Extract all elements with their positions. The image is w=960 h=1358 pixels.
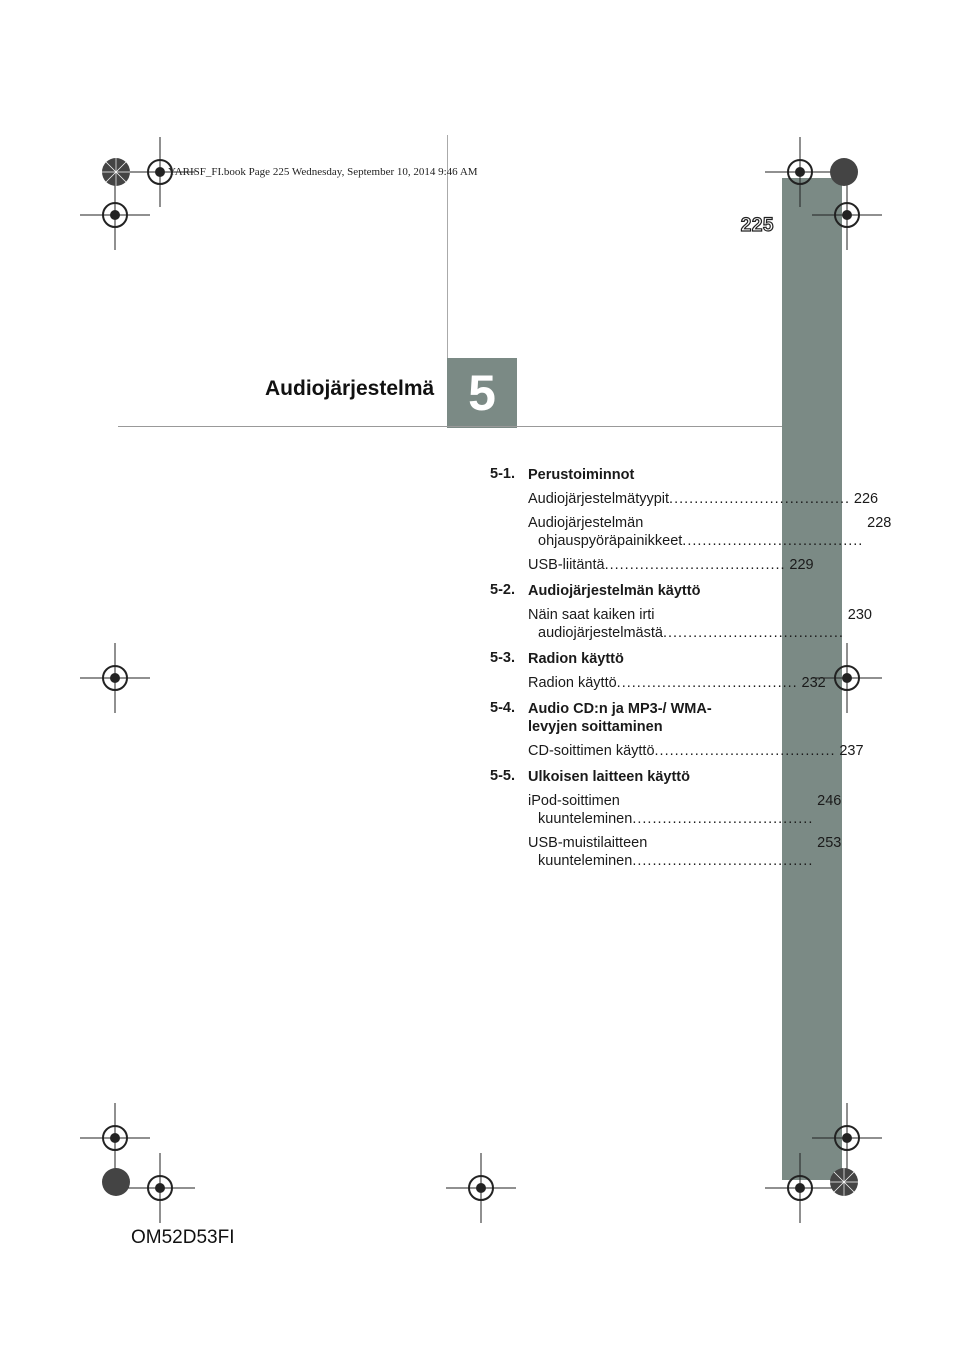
toc-section-number: 5-3.: [490, 650, 515, 666]
toc-entry-title: Radion käyttö: [528, 675, 617, 691]
toc-entry-page: 253: [817, 835, 842, 851]
toc-section-title: Audio CD:n ja MP3-/ WMA-levyjen soittaminen: [528, 701, 712, 735]
leader-dots: ....................................: [632, 811, 814, 827]
registration-mark-icon: [125, 1153, 195, 1223]
starburst-mark-icon: [829, 1167, 859, 1197]
registration-mark-icon: [765, 137, 835, 207]
toc-section-number: 5-2.: [490, 582, 515, 598]
registration-mark-icon: [446, 1153, 516, 1223]
toc-section: [490, 582, 740, 600]
toc-entry[interactable]: [528, 742, 864, 760]
toc-entry-page: 232: [801, 675, 826, 691]
toc-entry-page: 229: [789, 557, 814, 573]
toc-section-number: 5-5.: [490, 768, 515, 784]
chapter-number-box: [447, 358, 517, 428]
toc-section: [490, 768, 740, 786]
leader-dots: ....................................: [662, 625, 844, 641]
toc-entry[interactable]: [528, 490, 879, 508]
toc-entry-title-cont: kuunteleminen....................................: [538, 853, 814, 869]
toc-entry-page: 230: [847, 607, 872, 623]
registration-mark-icon: [125, 137, 195, 207]
toc-section-title: Ulkoisen laitteen käyttö: [528, 769, 690, 785]
toc-section-number: 5-4.: [490, 700, 515, 716]
starburst-mark-icon: [101, 157, 131, 187]
table-of-contents: [490, 458, 892, 870]
solid-dot-mark-icon: [829, 157, 859, 187]
toc-entry-page: 246: [817, 793, 842, 809]
toc-entry[interactable]: [528, 606, 872, 642]
toc-section: [490, 466, 740, 484]
page-number: 225: [740, 215, 774, 236]
toc-section-title: Perustoiminnot: [528, 467, 635, 483]
toc-entry-title: USB-muistilaitteen: [528, 835, 648, 851]
toc-entry-title-cont: kuunteleminen....................................: [538, 811, 814, 827]
chapter-rule: [118, 426, 782, 427]
registration-mark-icon: [812, 643, 882, 713]
toc-entry[interactable]: [528, 792, 842, 828]
toc-entry[interactable]: [528, 674, 826, 692]
leader-dots: ....................................: [682, 533, 864, 549]
registration-mark-icon: [80, 643, 150, 713]
toc-section-title: Radion käyttö: [528, 651, 624, 667]
toc-entry-title: Audiojärjestelmän: [528, 515, 644, 531]
toc-entry[interactable]: [528, 556, 814, 574]
solid-dot-mark-icon: [101, 1167, 131, 1197]
registration-mark-icon: [765, 1153, 835, 1223]
toc-entry[interactable]: [528, 514, 892, 550]
toc-entry-page: 226: [853, 491, 879, 507]
leader-dots: ....................................: [604, 557, 786, 573]
leader-dots: ....................................: [616, 675, 798, 691]
footer-code: OM52D53FI: [131, 1227, 235, 1248]
toc-section-title: Audiojärjestelmän käyttö: [528, 583, 701, 599]
toc-entry-title: USB-liitäntä: [528, 557, 605, 573]
toc-entry[interactable]: [528, 834, 842, 870]
toc-entry-page: 237: [839, 743, 864, 759]
toc-entry-title: Audiojärjestelmätyypit: [528, 491, 670, 507]
toc-section: [490, 700, 740, 736]
leader-dots: ....................................: [669, 491, 851, 507]
chapter-number: 5: [468, 365, 496, 421]
leader-dots: ....................................: [654, 743, 836, 759]
toc-entry-title: iPod-soittimen: [528, 793, 620, 809]
toc-section: [490, 650, 740, 668]
toc-section-number: 5-1.: [490, 466, 515, 482]
toc-entry-title-cont: audiojärjestelmästä....................................: [538, 625, 844, 641]
book-header-line: YARISF_FI.book Page 225 Wednesday, September 10, 2014 9:46 AM: [168, 166, 478, 178]
toc-entry-title: CD-soittimen käyttö: [528, 743, 655, 759]
toc-entry-title: Näin saat kaiken irti: [528, 607, 655, 623]
chapter-title: Audiojärjestelmä: [265, 377, 435, 400]
toc-entry-page: 228: [867, 515, 892, 531]
leader-dots: ....................................: [632, 853, 814, 869]
toc-entry-title-cont: ohjauspyöräpainikkeet....................................: [538, 533, 864, 549]
